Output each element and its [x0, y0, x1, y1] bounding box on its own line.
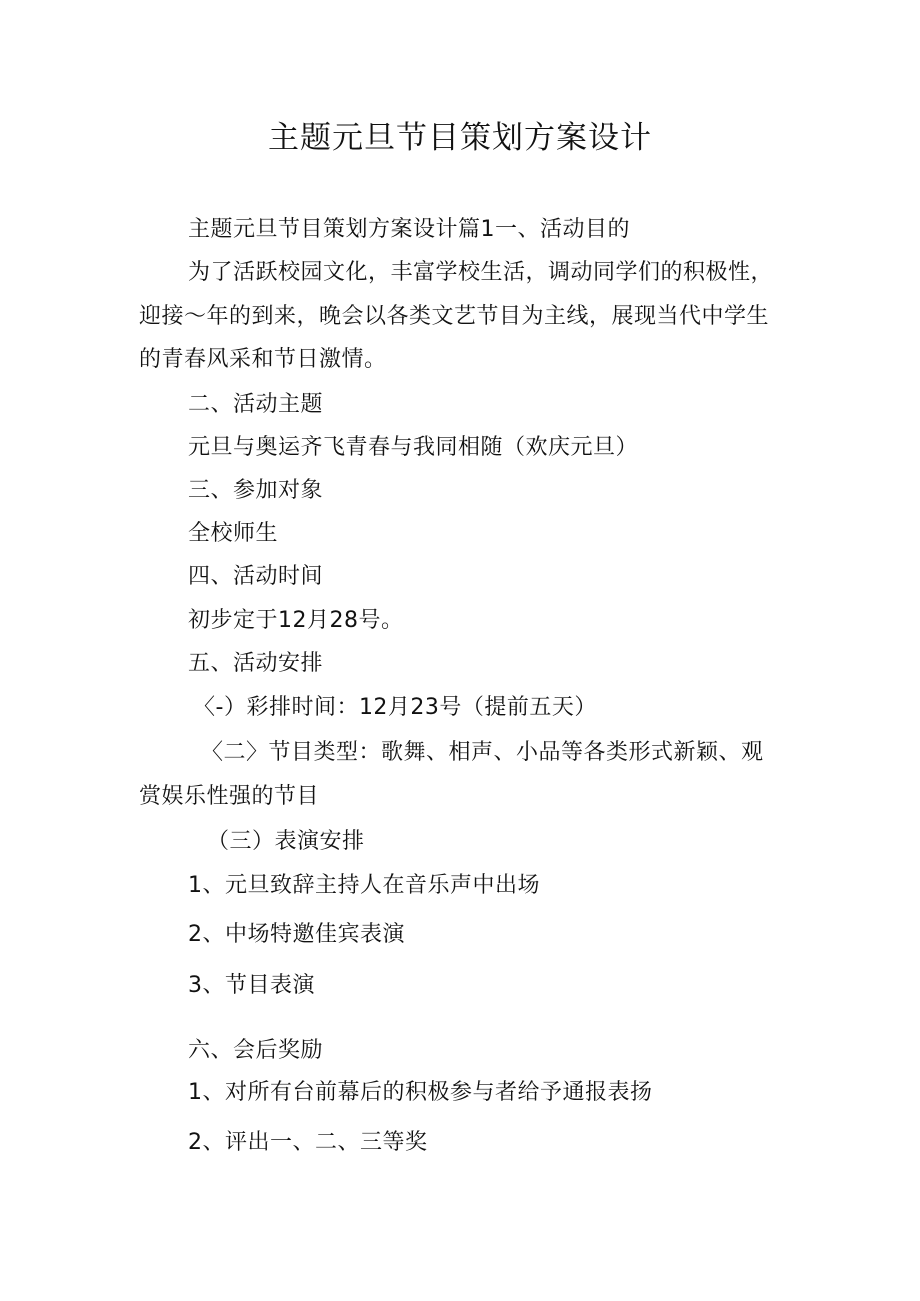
text-line: 1、对所有台前幕后的积极参与者给予通报表扬	[188, 1080, 653, 1105]
text-line: 二、活动主题	[188, 392, 324, 417]
text-line: 2、中场特邀佳宾表演	[188, 922, 405, 947]
text-line: 五、活动安排	[188, 651, 324, 676]
text-line: 为了活跃校园文化，丰富学校生活，调动同学们的积极性，	[188, 260, 774, 285]
text-line: 赏娱乐性强的节目	[139, 784, 320, 809]
text-line: 六、会后奖励	[188, 1038, 324, 1063]
text-line: 1、元旦致辞主持人在音乐声中出场	[188, 873, 540, 898]
text-line: 全校师生	[188, 521, 279, 546]
text-line: （三）表演安排	[207, 829, 365, 854]
text-line: 2、评出一、二、三等奖	[188, 1130, 428, 1155]
text-line: 三、参加对象	[188, 478, 324, 503]
text-line: 迎接～年的到来，晚会以各类文艺节目为主线，展现当代中学生	[139, 304, 770, 329]
text-line: 四、活动时间	[188, 564, 324, 589]
text-line: 〈二〉节目类型：歌舞、相声、小品等各类形式新颖、观	[201, 740, 764, 765]
text-line: 主题元旦节目策划方案设计篇1一、活动目的	[188, 217, 630, 242]
text-line: 的青春风采和节日激情。	[139, 347, 387, 372]
text-line: 〈-）彩排时间：12月23号（提前五天）	[193, 695, 597, 720]
text-line: 初步定于12月28号。	[188, 608, 404, 633]
text-line: 元旦与奥运齐飞青春与我同相随（欢庆元旦）	[188, 435, 639, 460]
document-title: 主题元旦节目策划方案设计	[268, 120, 652, 156]
text-line: 3、节目表演	[188, 973, 315, 998]
